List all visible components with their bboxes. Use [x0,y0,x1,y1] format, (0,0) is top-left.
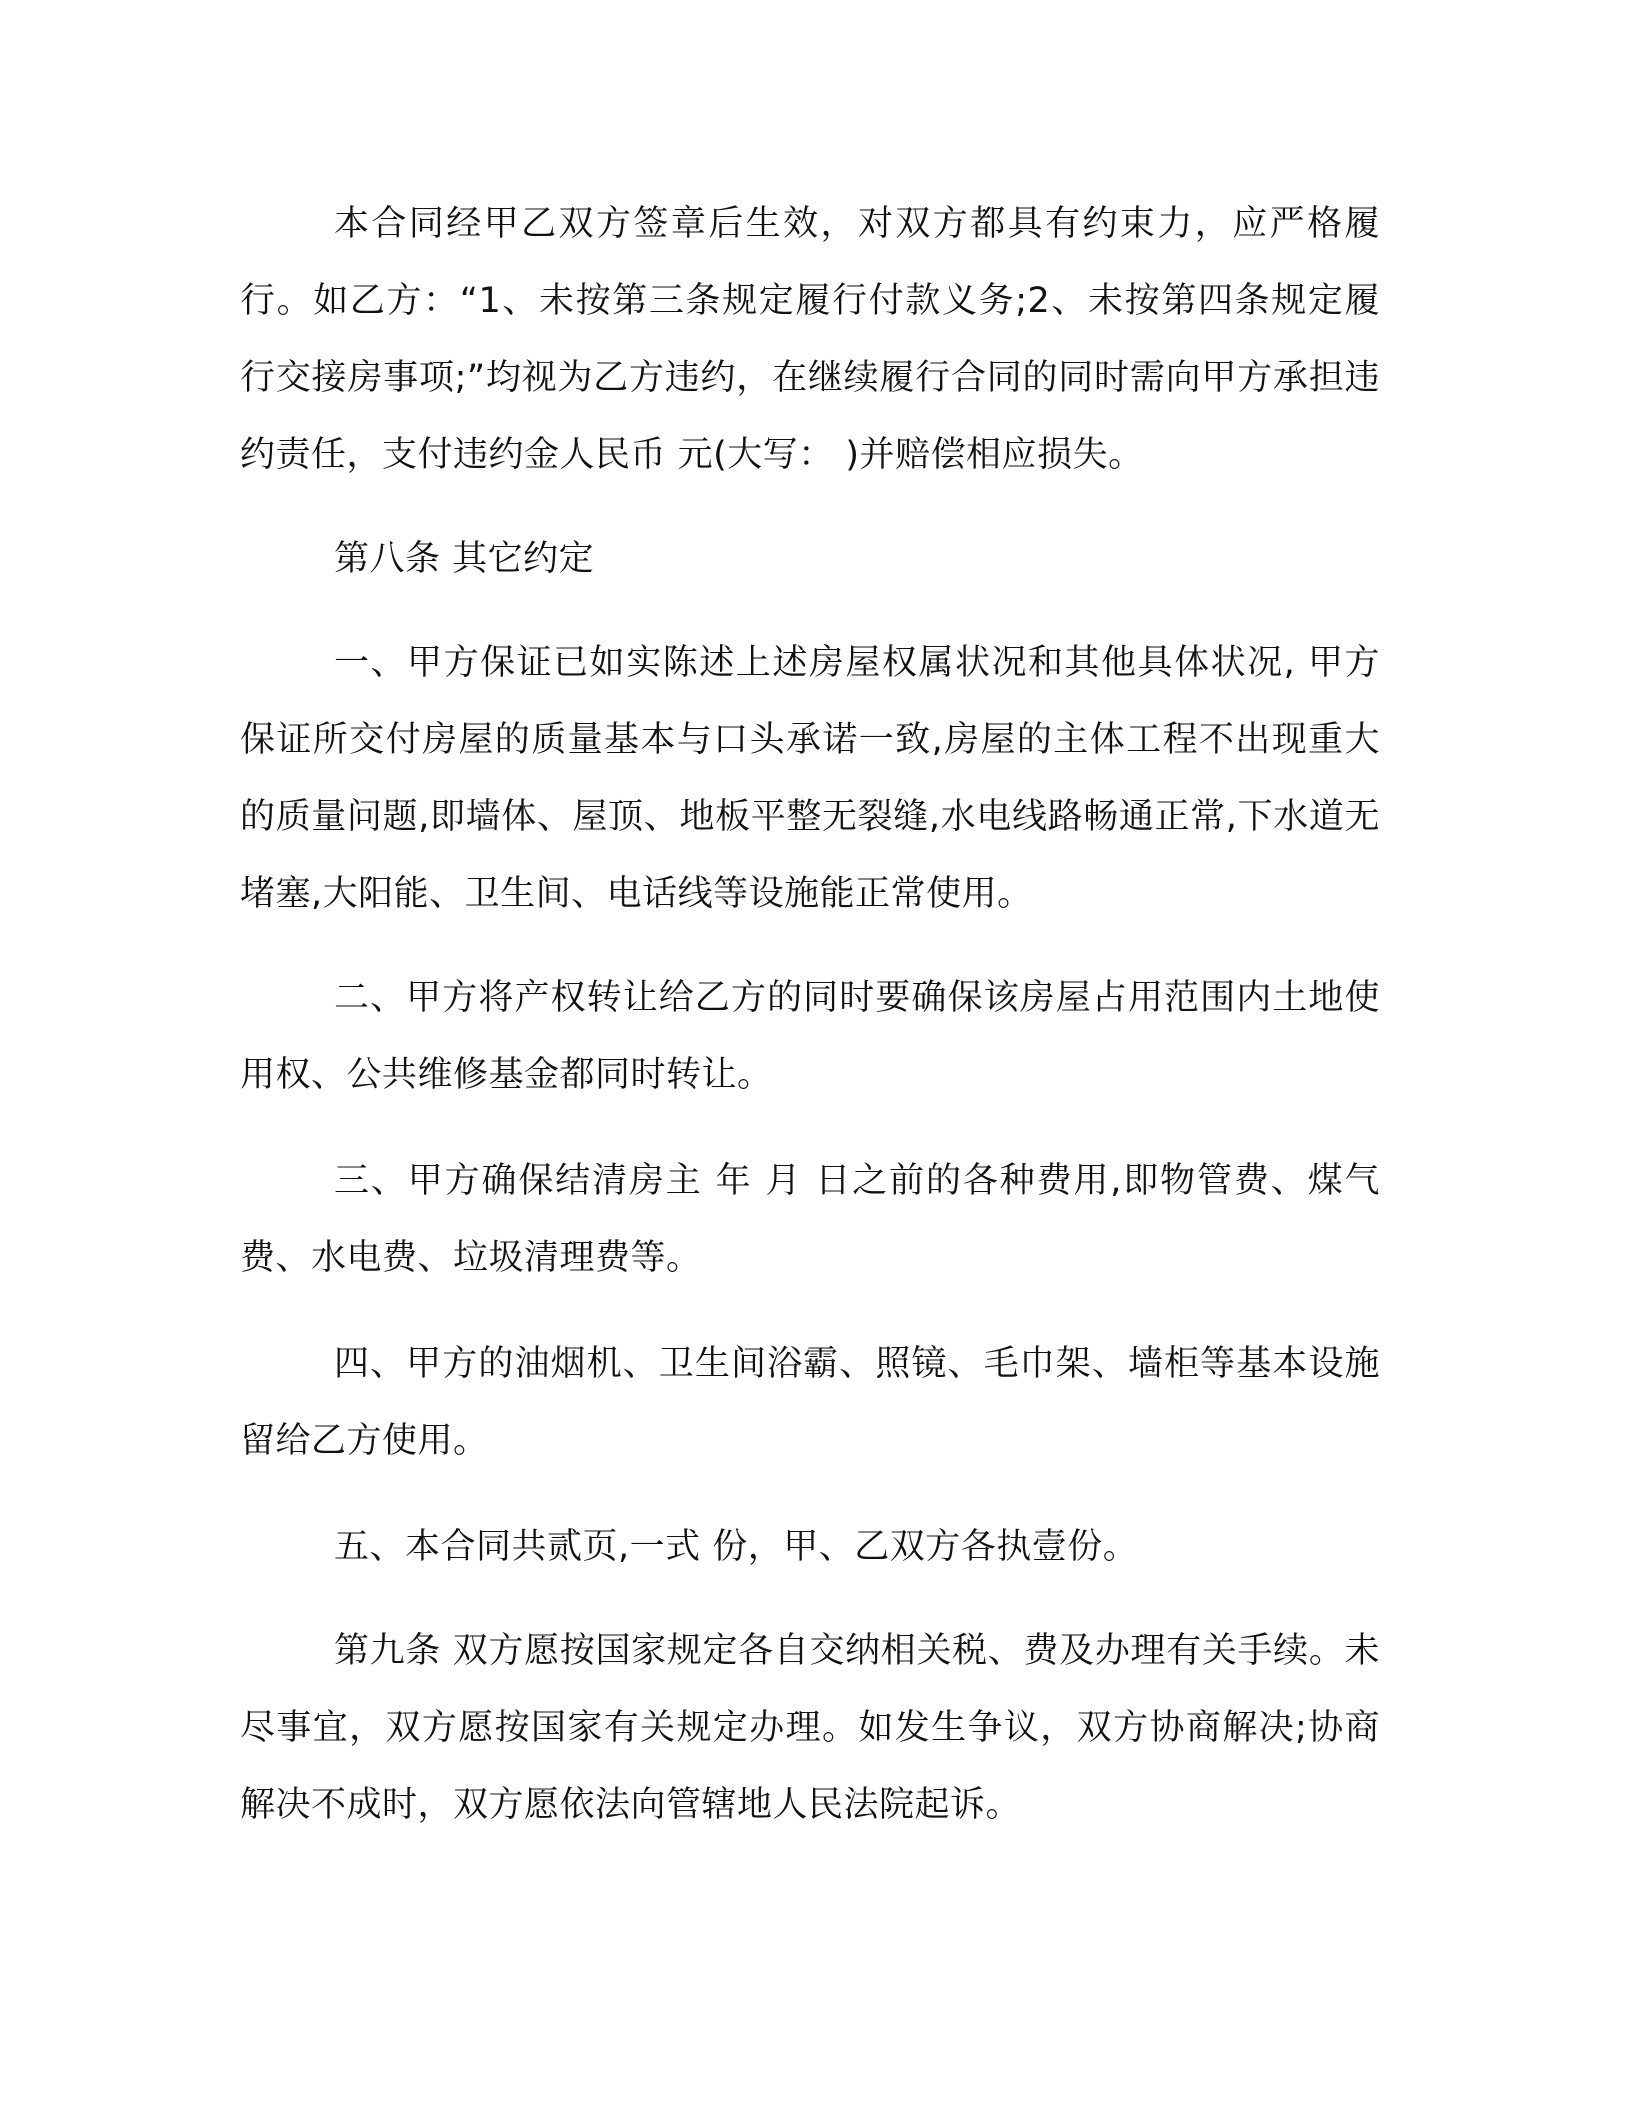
paragraph-clause-3: 三、甲方确保结清房主 年 月 日之前的各种费用,即物管费、煤气费、水电费、垃圾清理费等。 [240,1161,1380,1278]
paragraph-clause-4: 四、甲方的油烟机、卫生间浴霸、照镜、毛巾架、墙柜等基本设施留给乙方使用。 [240,1344,1380,1461]
section-heading-article-8: 第八条 其它约定 [334,539,595,579]
paragraph-clause-5: 五、本合同共贰页,一式 份，甲、乙双方各执壹份。 [334,1527,1139,1567]
paragraph-clause-1: 一、甲方保证已如实陈述上述房屋权属状况和其他具体状况, 甲方保证所交付房屋的质量基本与口头承诺一致,房屋的主体工程不出现重大的质量问题,即墙体、屋顶、地板平整无裂缝,水电线路畅通正常,下水道无堵塞,大阳能、卫生间、电话线等设施能正常使用。 [240,643,1380,914]
paragraph-contract-effect: 本合同经甲乙双方签章后生效，对双方都具有约束力，应严格履行。如乙方：“1、未按第三条规定履行付款义务;2、未按第四条规定履行交接房事项;”均视为乙方违约，在继续履行合同的同时需向甲方承担违约责任，支付违约金人民币 元(大写： )并赔偿相应损失。 [240,204,1380,475]
document-page [240,186,1380,1844]
paragraph-article-9: 第九条 双方愿按国家规定各自交纳相关税、费及办理有关手续。未尽事宜，双方愿按国家有关规定办理。如发生争议，双方协商解决;协商解决不成时，双方愿依法向管辖地人民法院起诉。 [240,1631,1380,1825]
paragraph-clause-2: 二、甲方将产权转让给乙方的同时要确保该房屋占用范围内土地使用权、公共维修基金都同时转让。 [240,978,1380,1095]
